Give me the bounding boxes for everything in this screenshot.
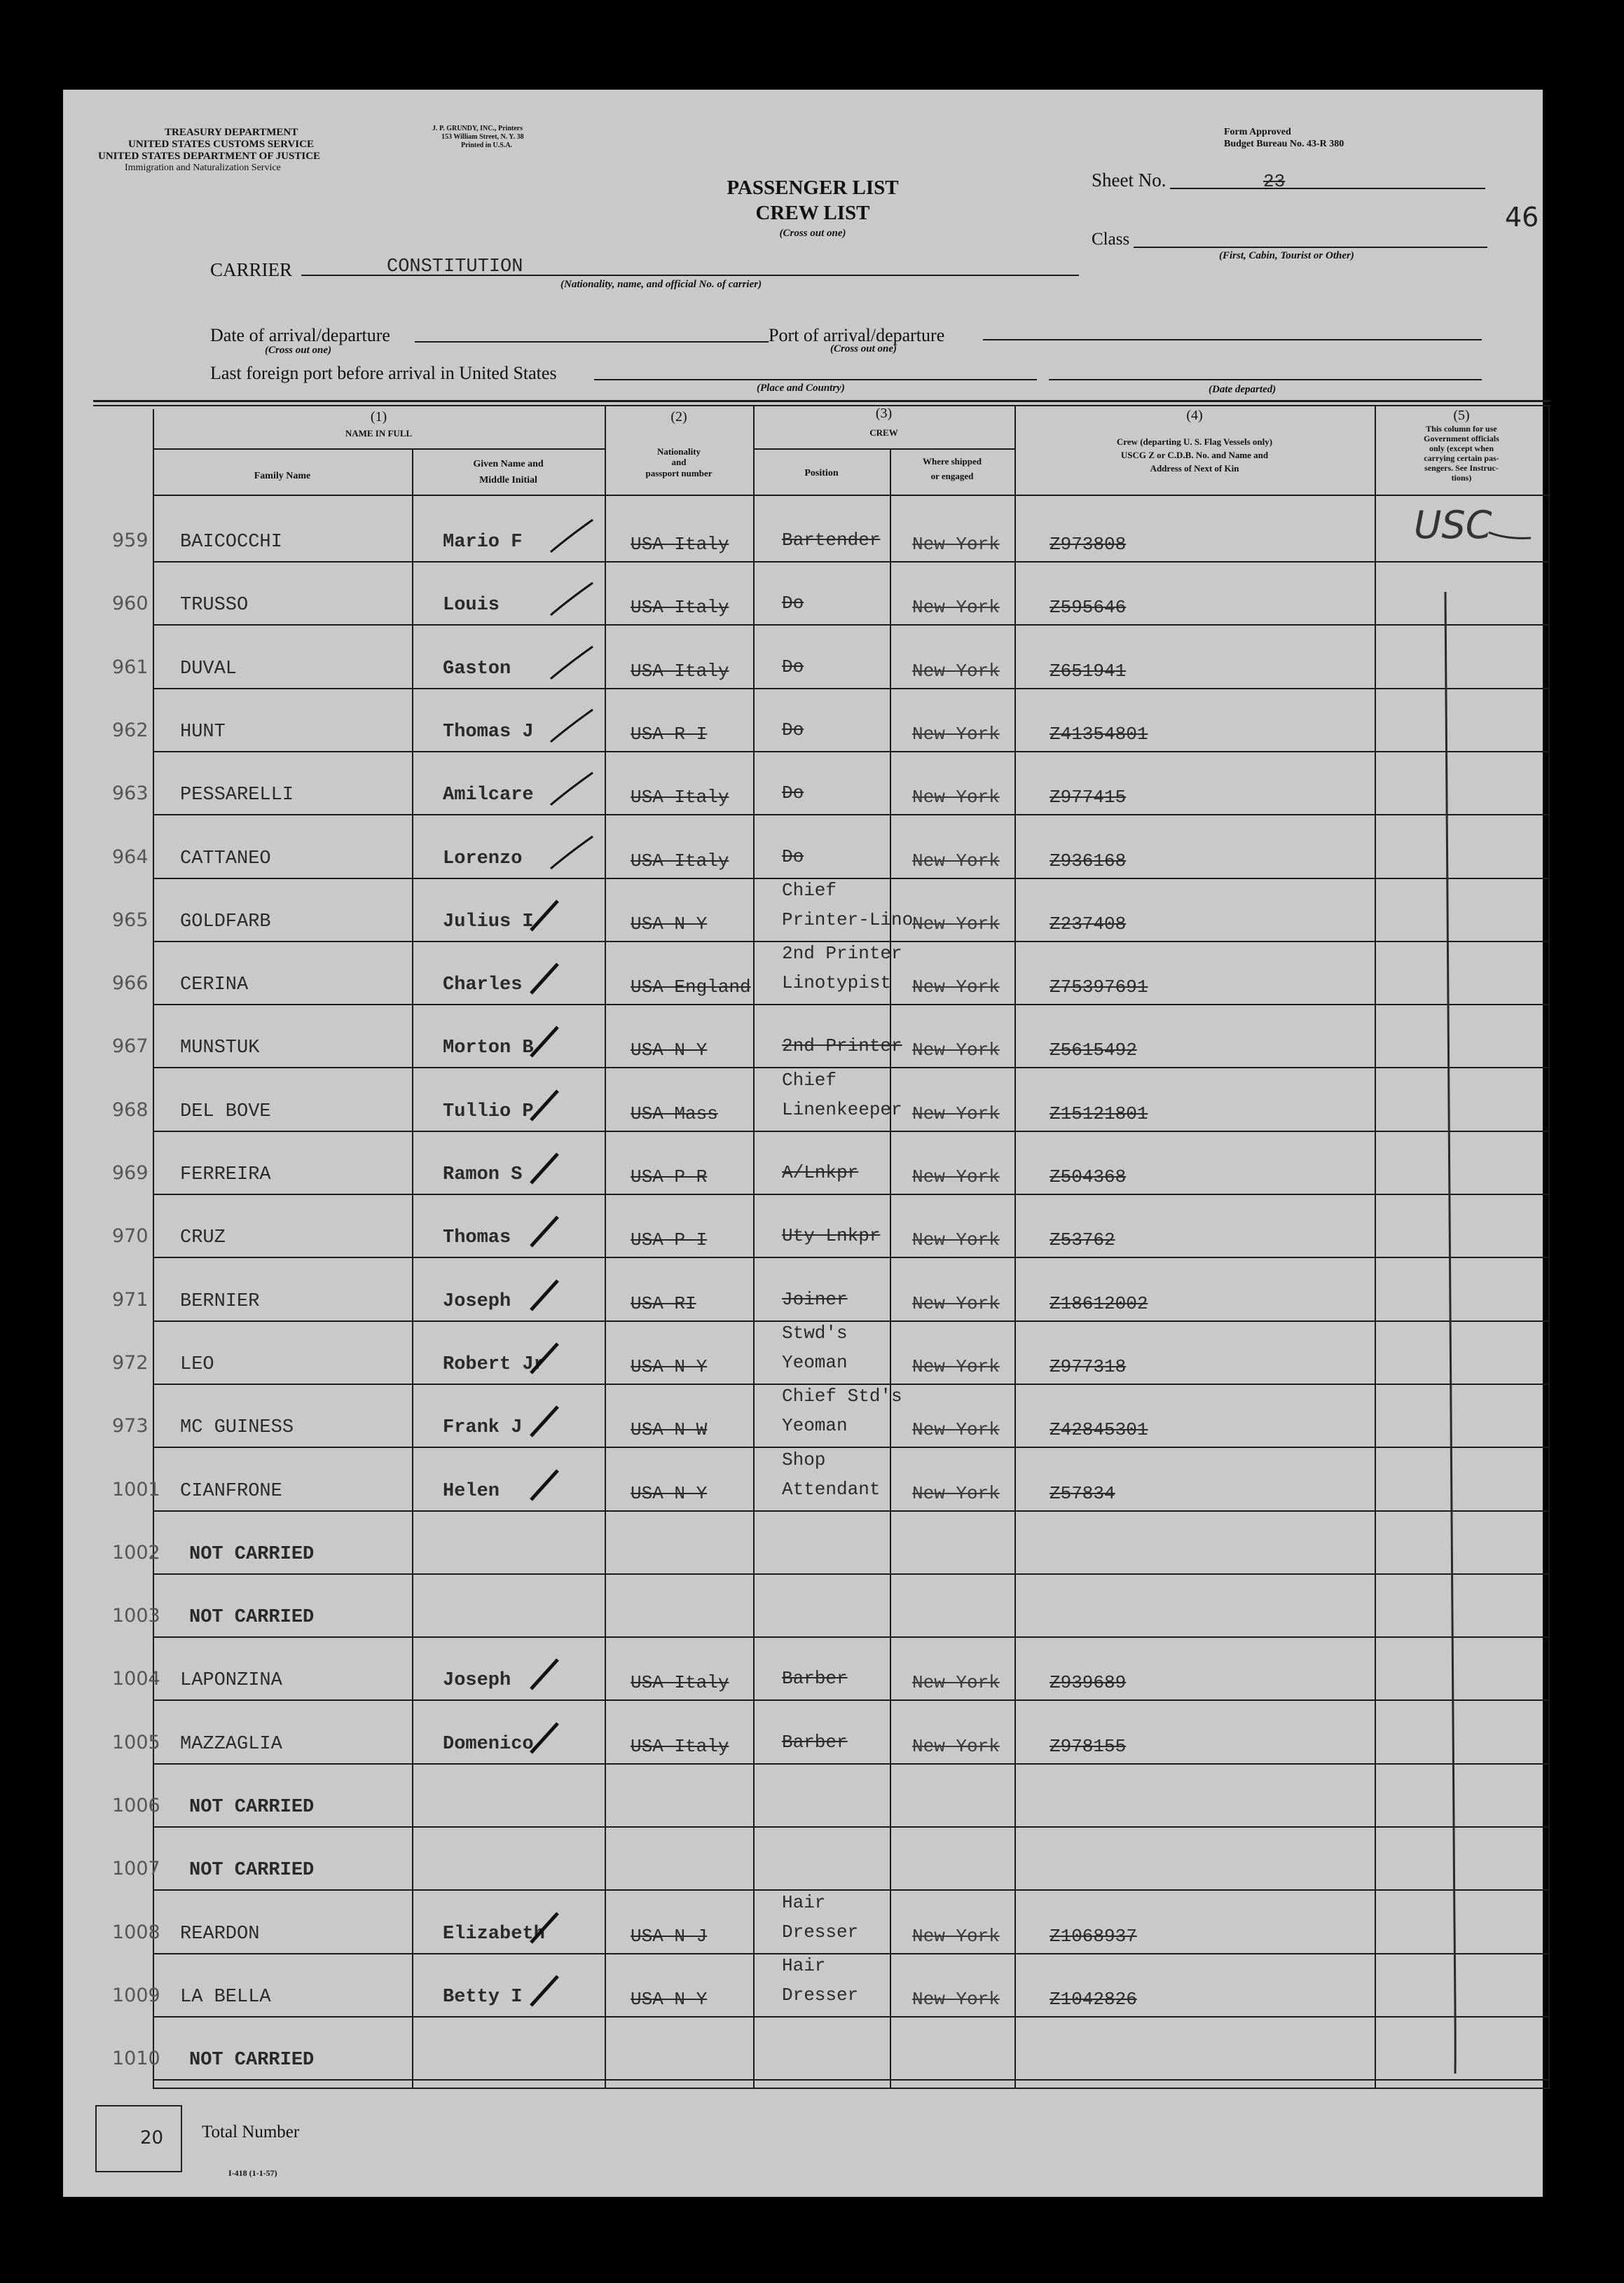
row-rule [153, 1257, 1375, 1258]
row-number: 960 [112, 593, 149, 614]
column-3-title: CREW [869, 427, 898, 438]
row-number: 962 [112, 719, 149, 741]
place-note: (Place and Country) [757, 382, 845, 394]
row-rule-gov [1375, 878, 1548, 879]
agency-line-3: UNITED STATES DEPARTMENT OF JUSTICE [98, 151, 321, 162]
row-rule [153, 1194, 1375, 1195]
check-mark-icon [527, 1085, 576, 1127]
agency-line-4: Immigration and Naturalization Service [125, 163, 281, 173]
row-rule [153, 1826, 1375, 1828]
row-number: 959 [112, 530, 149, 551]
family-name: MC GUINESS [180, 1417, 294, 1438]
where-shipped: New York [912, 850, 1000, 871]
position: Do [782, 719, 804, 740]
row-rule-gov [1375, 1320, 1548, 1322]
row-number: 971 [112, 1289, 149, 1311]
port-note: (Cross out one) [830, 343, 897, 354]
row-rule [153, 1131, 1375, 1132]
nationality-passport: USA Italy [631, 534, 729, 555]
header-crew-3: Address of Next of Kin [1150, 463, 1239, 474]
position-line-2: Yeoman [782, 1415, 848, 1436]
family-name: DEL BOVE [180, 1101, 271, 1122]
title-note: (Cross out one) [779, 228, 846, 239]
column-4-number: (4) [1186, 408, 1203, 423]
row-number: 964 [112, 846, 149, 868]
check-mark-icon [548, 832, 597, 874]
check-mark-icon [527, 1211, 576, 1253]
given-name: Amilcare [443, 785, 534, 806]
title-crew-list: CREW LIST [755, 202, 870, 224]
position: Stwd's [782, 1323, 848, 1344]
where-shipped: New York [912, 1166, 1000, 1187]
carrier-name: CONSTITUTION [387, 256, 523, 277]
position: Do [782, 782, 804, 803]
z-number: Z978155 [1050, 1736, 1127, 1757]
sheet-number: 23 [1263, 171, 1286, 192]
given-name: Elizabeth [443, 1924, 545, 1945]
where-shipped: New York [912, 1926, 1000, 1947]
row-number: 1008 [112, 1922, 160, 1943]
row-rule [153, 1067, 1375, 1068]
row-rule-gov [1375, 624, 1548, 626]
nationality-passport: USA Italy [631, 597, 729, 618]
family-name: MAZZAGLIA [180, 1734, 282, 1755]
row-number: 1001 [112, 1479, 160, 1501]
header-gov-1: This column for use [1426, 424, 1497, 434]
check-mark-icon [527, 1148, 576, 1190]
given-name: Louis [443, 595, 500, 616]
family-name: LEO [180, 1354, 214, 1375]
given-name: Gaston [443, 658, 511, 680]
position: 2nd Printer [782, 943, 902, 964]
check-mark-icon [527, 895, 576, 937]
row-number: 1010 [112, 2048, 160, 2069]
nationality-passport: USA RI [631, 1293, 696, 1314]
where-shipped: New York [912, 1419, 1000, 1440]
header-nationality-1: Nationality [656, 446, 701, 457]
nationality-passport: USA N Y [631, 1040, 708, 1061]
family-name: HUNT [180, 722, 226, 743]
row-rule-gov [1375, 1447, 1548, 1448]
nationality-passport: USA Italy [631, 787, 729, 808]
nationality-passport: USA R I [631, 724, 708, 745]
position: Hair [782, 1892, 826, 1913]
family-name: DUVAL [180, 658, 238, 680]
header-crew-1: Crew (departing U. S. Flag Vessels only) [1116, 436, 1273, 447]
row-rule [153, 1320, 1375, 1322]
row-number: 972 [112, 1352, 149, 1374]
nationality-passport: USA Italy [631, 1672, 729, 1693]
z-number: Z42845301 [1050, 1419, 1148, 1440]
nationality-passport: USA Mass [631, 1103, 718, 1124]
printer-line-1: J. P. GRUNDY, INC., Printers [432, 125, 523, 132]
z-number: Z41354801 [1050, 724, 1148, 745]
carrier-label: CARRIER [210, 259, 293, 280]
family-name: LA BELLA [180, 1987, 271, 2008]
row-number: 1006 [112, 1795, 160, 1816]
position: Bartender [782, 530, 881, 551]
row-rule-gov [1375, 561, 1548, 563]
given-name: Helen [443, 1481, 500, 1502]
sheet-label: Sheet No. [1092, 170, 1167, 191]
title-passenger-list: PASSENGER LIST [727, 177, 899, 199]
position-line-2: Linotypist [782, 972, 892, 993]
position: Joiner [782, 1289, 848, 1310]
row-rule [153, 561, 1375, 563]
given-name: Betty I [443, 1987, 523, 2008]
row-number: 965 [112, 909, 149, 931]
where-shipped: New York [912, 1040, 1000, 1061]
where-shipped: New York [912, 661, 1000, 682]
row-rule-gov [1375, 1067, 1548, 1068]
class-note: (First, Cabin, Tourist or Other) [1219, 250, 1354, 261]
row-number: 1003 [112, 1605, 160, 1627]
given-name: Domenico [443, 1734, 534, 1755]
header-gov-3: only (except when [1429, 443, 1494, 453]
row-rule [153, 2016, 1375, 2018]
family-name: BAICOCCHI [180, 532, 282, 553]
row-number: 1004 [112, 1668, 160, 1690]
where-shipped: New York [912, 787, 1000, 808]
check-mark-icon [527, 1971, 576, 2013]
position-line-2: Attendant [782, 1479, 881, 1500]
where-shipped: New York [912, 724, 1000, 745]
row-rule-gov [1375, 1573, 1548, 1575]
position-line-2: Dresser [782, 1985, 859, 2006]
position: Do [782, 593, 804, 614]
row-rule-gov [1375, 1004, 1548, 1005]
row-rule [153, 1573, 1375, 1575]
gov-use-mark: USC [1414, 503, 1492, 547]
row-rule [153, 1889, 1375, 1891]
header-crew-2: USCG Z or C.D.B. No. and Name and [1120, 450, 1269, 460]
row-rule-gov [1375, 2079, 1548, 2081]
check-mark-icon [548, 768, 597, 811]
header-where-shipped-2: or engaged [930, 471, 974, 481]
row-rule-gov [1375, 941, 1548, 942]
given-name: Frank J [443, 1417, 523, 1438]
row-rule-gov [1375, 1194, 1548, 1195]
z-number: Z1068937 [1050, 1926, 1137, 1947]
row-rule-gov [1375, 1826, 1548, 1828]
row-rule-gov [1375, 688, 1548, 689]
row-number: 969 [112, 1162, 149, 1184]
header-nationality-3: passport number [645, 468, 713, 478]
given-name: Ramon S [443, 1164, 523, 1185]
header-gov-6: tions) [1451, 473, 1472, 483]
row-number: 966 [112, 972, 149, 994]
z-number: Z57834 [1050, 1483, 1115, 1504]
nationality-passport: USA Italy [631, 661, 729, 682]
check-mark-icon [527, 958, 576, 1000]
row-rule [153, 1636, 1375, 1638]
position: Do [782, 846, 804, 867]
nationality-passport: USA P R [631, 1166, 708, 1187]
row-rule [153, 878, 1375, 879]
where-shipped: New York [912, 1229, 1000, 1250]
z-number: Z939689 [1050, 1672, 1127, 1693]
z-number: Z237408 [1050, 913, 1127, 934]
given-name: Morton B [443, 1037, 534, 1058]
column-3-number: (3) [875, 406, 893, 421]
row-rule-gov [1375, 1636, 1548, 1638]
z-number: Z53762 [1050, 1229, 1115, 1250]
family-name: PESSARELLI [180, 785, 294, 806]
row-number: 963 [112, 782, 149, 804]
position: Barber [782, 1668, 848, 1689]
family-name: LAPONZINA [180, 1670, 282, 1691]
given-name: Lorenzo [443, 848, 523, 869]
check-mark-icon [527, 1275, 576, 1317]
where-shipped: New York [912, 1736, 1000, 1757]
where-shipped: New York [912, 1103, 1000, 1124]
check-mark-icon [548, 579, 597, 621]
position: Chief Std's [782, 1386, 902, 1407]
where-shipped: New York [912, 1293, 1000, 1314]
header-where-shipped-1: Where shipped [923, 456, 982, 467]
given-name: Robert Jr [443, 1354, 545, 1375]
check-mark-icon [527, 1401, 576, 1443]
header-given-name-1: Given Name and [473, 459, 544, 469]
header-family-name: Family Name [254, 471, 311, 481]
carrier-note: (Nationality, name, and official No. of carrier) [560, 279, 762, 290]
position: Hair [782, 1955, 826, 1976]
family-name: BERNIER [180, 1291, 260, 1312]
row-rule [153, 1953, 1375, 1954]
row-rule [153, 1510, 1375, 1512]
arrival-note: (Cross out one) [265, 345, 332, 356]
z-number: Z18612002 [1050, 1293, 1148, 1314]
row-number: 1009 [112, 1985, 160, 2006]
position: Chief [782, 880, 837, 901]
row-rule [153, 941, 1375, 942]
header-gov-2: Government officials [1424, 434, 1499, 443]
family-name: CATTANEO [180, 848, 271, 869]
family-name: NOT CARRIED [189, 1860, 315, 1881]
z-number: Z75397691 [1050, 977, 1148, 998]
row-rule-gov [1375, 1889, 1548, 1891]
row-rule-gov [1375, 1763, 1548, 1765]
row-rule-gov [1375, 1699, 1548, 1701]
z-number: Z977318 [1050, 1356, 1127, 1377]
z-number: Z1042826 [1050, 1989, 1137, 2010]
row-rule-gov [1375, 1131, 1548, 1132]
header-gov-5: sengers. See Instruc- [1424, 463, 1499, 473]
row-number: 968 [112, 1099, 149, 1121]
given-name: Julius I [443, 911, 534, 932]
row-number: 967 [112, 1035, 149, 1057]
where-shipped: New York [912, 1672, 1000, 1693]
row-rule-gov [1375, 1257, 1548, 1258]
family-name: MUNSTUK [180, 1037, 260, 1058]
position: Chief [782, 1070, 837, 1091]
printer-line-2: 153 William Street, N. Y. 38 [441, 133, 524, 141]
header-given-name-2: Middle Initial [479, 475, 537, 485]
where-shipped: New York [912, 534, 1000, 555]
row-number: 961 [112, 656, 149, 678]
row-rule [153, 1699, 1375, 1701]
header-position: Position [804, 468, 839, 478]
z-number: Z5615492 [1050, 1040, 1137, 1061]
row-rule [153, 624, 1375, 626]
check-mark-icon [527, 1021, 576, 1063]
z-number: Z504368 [1050, 1166, 1127, 1187]
check-mark-icon [527, 1654, 576, 1696]
family-name: NOT CARRIED [189, 1797, 315, 1818]
nationality-passport: USA P I [631, 1229, 708, 1250]
class-label: Class [1092, 230, 1130, 249]
row-number: 1005 [112, 1732, 160, 1753]
nationality-passport: USA England [631, 977, 751, 998]
given-name: Thomas J [443, 722, 534, 743]
row-rule [153, 1763, 1375, 1765]
family-name: CRUZ [180, 1227, 226, 1248]
total-number-label: Total Number [202, 2123, 300, 2141]
row-rule [153, 1384, 1375, 1385]
given-name: Thomas [443, 1227, 511, 1248]
check-mark-icon [527, 1718, 576, 1760]
family-name: REARDON [180, 1924, 260, 1945]
column-1-number: (1) [370, 409, 387, 425]
given-name: Joseph [443, 1670, 511, 1691]
row-rule [153, 814, 1375, 815]
position: Barber [782, 1732, 848, 1753]
check-mark-icon [548, 705, 597, 747]
nationality-passport: USA N Y [631, 1989, 708, 2010]
family-name: NOT CARRIED [189, 1544, 315, 1565]
last-port-label: Last foreign port before arrival in United States [210, 363, 557, 383]
nationality-passport: USA Italy [631, 850, 729, 871]
row-number: 970 [112, 1225, 149, 1247]
total-box [95, 2105, 182, 2172]
printer-line-3: Printed in U.S.A. [461, 142, 513, 149]
position: A/Lnkpr [782, 1162, 859, 1183]
row-number: 1002 [112, 1542, 160, 1564]
position-line-2: Linenkeeper [782, 1099, 902, 1120]
where-shipped: New York [912, 597, 1000, 618]
row-rule-gov [1375, 2016, 1548, 2018]
position: Shop [782, 1449, 826, 1470]
z-number: Z977415 [1050, 787, 1127, 808]
where-shipped: New York [912, 1356, 1000, 1377]
check-mark-icon [527, 1338, 576, 1380]
position: Uty Lnkpr [782, 1225, 881, 1246]
nationality-passport: USA N Y [631, 1356, 708, 1377]
page-number: 46 [1505, 202, 1539, 233]
arrival-label: Date of arrival/departure [210, 325, 390, 345]
nationality-passport: USA N Y [631, 913, 708, 934]
nationality-passport: USA N Y [631, 1483, 708, 1504]
nationality-passport: USA Italy [631, 1736, 729, 1757]
family-name: NOT CARRIED [189, 2050, 315, 2071]
position-line-2: Dresser [782, 1922, 859, 1943]
position: 2nd Printer [782, 1035, 902, 1056]
family-name: NOT CARRIED [189, 1607, 315, 1628]
given-name: Charles [443, 974, 523, 995]
family-name: CERINA [180, 974, 249, 995]
where-shipped: New York [912, 977, 1000, 998]
form-approved: Form Approved [1224, 127, 1291, 137]
agency-line-1: TREASURY DEPARTMENT [165, 127, 298, 138]
where-shipped: New York [912, 913, 1000, 934]
row-rule [153, 1004, 1375, 1005]
given-name: Tullio P [443, 1101, 534, 1122]
check-mark-icon [527, 1908, 576, 1950]
check-mark-icon [527, 1465, 576, 1507]
row-rule [153, 1447, 1375, 1448]
family-name: GOLDFARB [180, 911, 271, 932]
position-line-2: Printer-Lino [782, 909, 914, 930]
form-code: I-418 (1-1-57) [228, 2168, 277, 2178]
z-number: Z973808 [1050, 534, 1127, 555]
position-line-2: Yeoman [782, 1352, 848, 1373]
where-shipped: New York [912, 1483, 1000, 1504]
nationality-passport: USA N W [631, 1419, 708, 1440]
family-name: TRUSSO [180, 595, 249, 616]
agency-line-2: UNITED STATES CUSTOMS SERVICE [128, 139, 314, 150]
row-rule-gov [1375, 814, 1548, 815]
given-name: Mario F [443, 532, 523, 553]
z-number: Z651941 [1050, 661, 1127, 682]
given-name: Joseph [443, 1291, 511, 1312]
row-rule-gov [1375, 1510, 1548, 1512]
row-rule-gov [1375, 1953, 1548, 1954]
position: Do [782, 656, 804, 677]
z-number: Z15121801 [1050, 1103, 1148, 1124]
nationality-passport: USA N J [631, 1926, 708, 1947]
budget-bureau-number: Budget Bureau No. 43-R 380 [1224, 139, 1344, 149]
column-1-title: NAME IN FULL [345, 428, 413, 439]
row-rule-gov [1375, 751, 1548, 752]
family-name: FERREIRA [180, 1164, 271, 1185]
row-number: 1007 [112, 1858, 160, 1879]
row-rule [153, 688, 1375, 689]
row-rule-gov [1375, 1384, 1548, 1385]
row-number: 973 [112, 1415, 149, 1437]
row-rule [153, 2079, 1375, 2081]
column-5-number: (5) [1453, 408, 1470, 423]
header-gov-4: carrying certain pas- [1424, 453, 1499, 463]
check-mark-icon [548, 642, 597, 684]
z-number: Z595646 [1050, 597, 1127, 618]
where-shipped: New York [912, 1989, 1000, 2010]
port-label: Port of arrival/departure [769, 325, 945, 345]
column-2-number: (2) [670, 409, 687, 425]
total-number-value: 20 [140, 2127, 164, 2148]
family-name: CIANFRONE [180, 1481, 282, 1502]
header-nationality-2: and [671, 457, 687, 467]
z-number: Z936168 [1050, 850, 1127, 871]
check-mark-icon [548, 516, 597, 558]
row-rule [153, 751, 1375, 752]
date-departed-note: (Date departed) [1209, 384, 1277, 395]
